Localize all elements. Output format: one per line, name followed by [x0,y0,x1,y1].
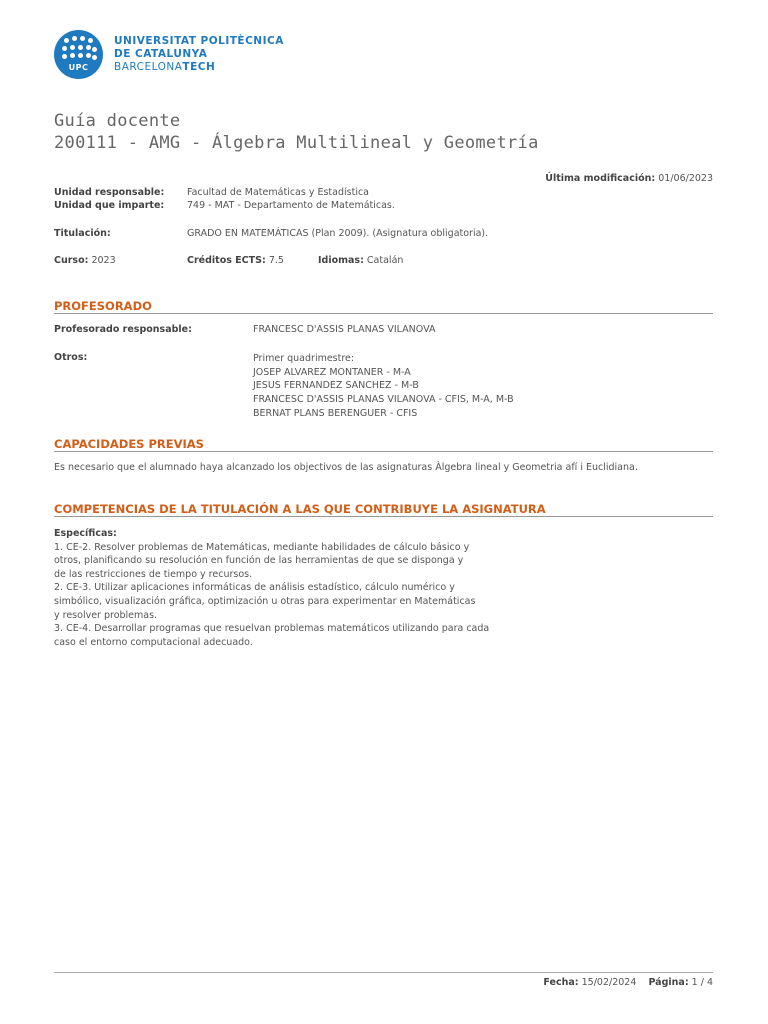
otros-line: BERNAT PLANS BERENGUER - CFIS [253,407,418,419]
titulacion-label: Titulación: [54,228,111,239]
divider [54,313,713,314]
competencias-line: otros, planificando su resolución en función de las herramientas de que se disponga y [54,555,464,567]
otros-line: JOSEP ALVAREZ MONTANER - M-A [253,366,411,378]
org-name-line3: BARCELONATECH [114,61,216,73]
competencias-line: caso el entorno computacional adecuado. [54,636,253,648]
section-capacidades-title: CAPACIDADES PREVIAS [54,437,204,451]
competencias-line: 3. CE-4. Desarrollar programas que resuelvan problemas matemáticos utilizando para cada [54,623,490,635]
capacidades-text: Es necesario que el alumnado haya alcanzado los objectivos de las asignaturas Àlgebra lineal y Geometria afí i Euclidiana. [54,462,638,473]
titulacion-value: GRADO EN MATEMÁTICAS (Plan 2009). (Asignatura obligatoria). [187,228,489,239]
profesorado-responsable-label: Profesorado responsable: [54,324,192,335]
otros-line: Primer quadrimestre: [253,353,355,364]
org-name-line1: UNIVERSITAT POLITÈCNICA [114,35,284,47]
otros-line: FRANCESC D'ASSIS PLANAS VILANOVA - CFIS, M-A, M-B [253,394,514,406]
unidad-responsable-label: Unidad responsable: [54,187,165,198]
course-title: 200111 - AMG - Álgebra Multilineal y Geometría [54,133,539,153]
curso: Curso: 2023 [54,255,116,266]
otros-list [253,352,514,421]
section-competencias-title: COMPETENCIAS DE LA TITULACIÓN A LAS QUE CONTRIBUYE LA ASIGNATURA [54,502,546,516]
competencias-subtitle: Específicas: [54,528,117,539]
footer-date: 15/02/2024 [581,977,637,988]
competencias-line: y resolver problemas. [54,609,158,621]
divider [54,516,713,517]
competencias-line: de las restricciones de tiempo y recursos. [54,568,253,580]
logo-text: UPC [68,63,89,72]
competencias-line: simbólico, visualización gráfica, optimización u otras para experimentar en Matemáticas [54,595,476,607]
doc-title: Guía docente [54,111,181,131]
unidad-responsable-value: Facultad de Matemáticas y Estadística [187,187,369,198]
competencias-body [54,527,489,649]
profesorado-responsable-value: FRANCESC D'ASSIS PLANAS VILANOVA [253,324,436,335]
org-name-line2: DE CATALUNYA [114,48,208,60]
last-modified: Última modificación: 01/06/2023 [545,173,713,184]
divider [54,451,713,452]
competencias-line: 2. CE-3. Utilizar aplicaciones informáticas de análisis estadístico, cálculo numérico y [54,582,455,594]
creditos-ects: Créditos ECTS: 7.5 [187,255,284,266]
footer-page: 1 / 4 [691,977,713,988]
competencias-line: 1. CE-2. Resolver problemas de Matemáticas, mediante habilidades de cálculo básico y [54,541,470,553]
upc-logo [54,30,103,79]
otros-line: JESUS FERNANDEZ SANCHEZ - M-B [253,380,419,392]
otros-label: Otros: [54,352,88,363]
section-profesorado-title: PROFESORADO [54,299,152,313]
unidad-imparte-label: Unidad que imparte: [54,200,165,211]
footer-divider [54,972,713,973]
footer-info: Fecha: 15/02/2024 Página: 1 / 4 [543,977,713,988]
idiomas: Idiomas: Catalán [318,255,404,266]
unidad-imparte-value: 749 - MAT - Departamento de Matemáticas. [187,200,395,211]
